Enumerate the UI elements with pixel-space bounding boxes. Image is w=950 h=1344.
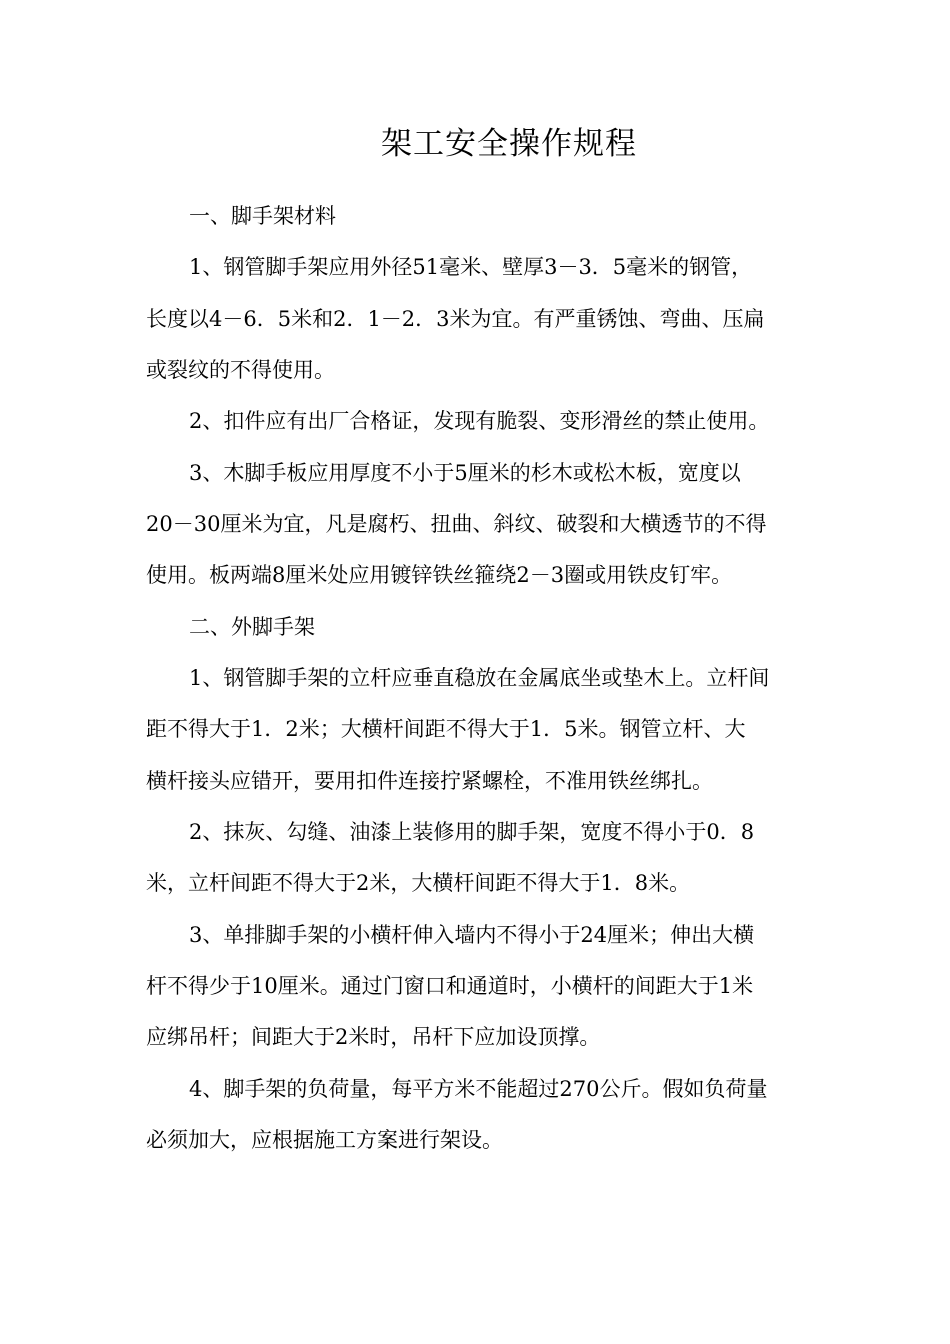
paragraph-line: 4、脚手架的负荷量，每平方米不能超过270公斤。假如负荷量	[189, 1077, 768, 1101]
paragraph-line: 1、钢管脚手架应用外径51毫米、壁厚3－3．5毫米的钢管，	[189, 255, 753, 279]
paragraph-line: 20－30厘米为宜，凡是腐朽、扭曲、斜纹、破裂和大横透节的不得	[146, 512, 767, 536]
paragraph-line: 或裂纹的不得使用。	[146, 358, 335, 382]
paragraph-line: 2、抹灰、勾缝、油漆上装修用的脚手架，宽度不得小于0．8	[189, 820, 755, 844]
paragraph-line: 3、木脚手板应用厚度不小于5厘米的杉木或松木板，宽度以	[189, 461, 741, 485]
paragraph-line: 距不得大于1．2米；大横杆间距不得大于1．5米。钢管立杆、大	[146, 717, 746, 741]
paragraph-line: 1、钢管脚手架的立杆应垂直稳放在金属底坐或垫木上。立杆间	[189, 666, 770, 690]
paragraph-line: 长度以4－6．5米和2．1－2．3米为宜。有严重锈蚀、弯曲、压扁	[146, 307, 765, 331]
paragraph-line: 使用。板两端8厘米处应用镀锌铁丝箍绕2－3圈或用铁皮钉牢。	[146, 563, 733, 587]
paragraph-line: 应绑吊杆；间距大于2米时，吊杆下应加设顶撑。	[146, 1025, 601, 1049]
paragraph-line: 横杆接头应错开，要用扣件连接拧紧螺栓，不准用铁丝绑扎。	[146, 769, 713, 793]
section-heading-external-scaffold: 二、外脚手架	[189, 615, 315, 639]
paragraph-line: 2、扣件应有出厂合格证，发现有脆裂、变形滑丝的禁止使用。	[189, 409, 770, 433]
document-title: 架工安全操作规程	[381, 126, 637, 162]
paragraph-line: 必须加大，应根据施工方案进行架设。	[146, 1128, 503, 1152]
paragraph-line: 米，立杆间距不得大于2米，大横杆间距不得大于1．8米。	[146, 871, 691, 895]
paragraph-line: 3、单排脚手架的小横杆伸入墙内不得小于24厘米；伸出大横	[189, 923, 755, 947]
paragraph-line: 杆不得少于10厘米。通过门窗口和通道时，小横杆的间距大于1米	[146, 974, 754, 998]
section-heading-materials: 一、脚手架材料	[189, 204, 336, 228]
